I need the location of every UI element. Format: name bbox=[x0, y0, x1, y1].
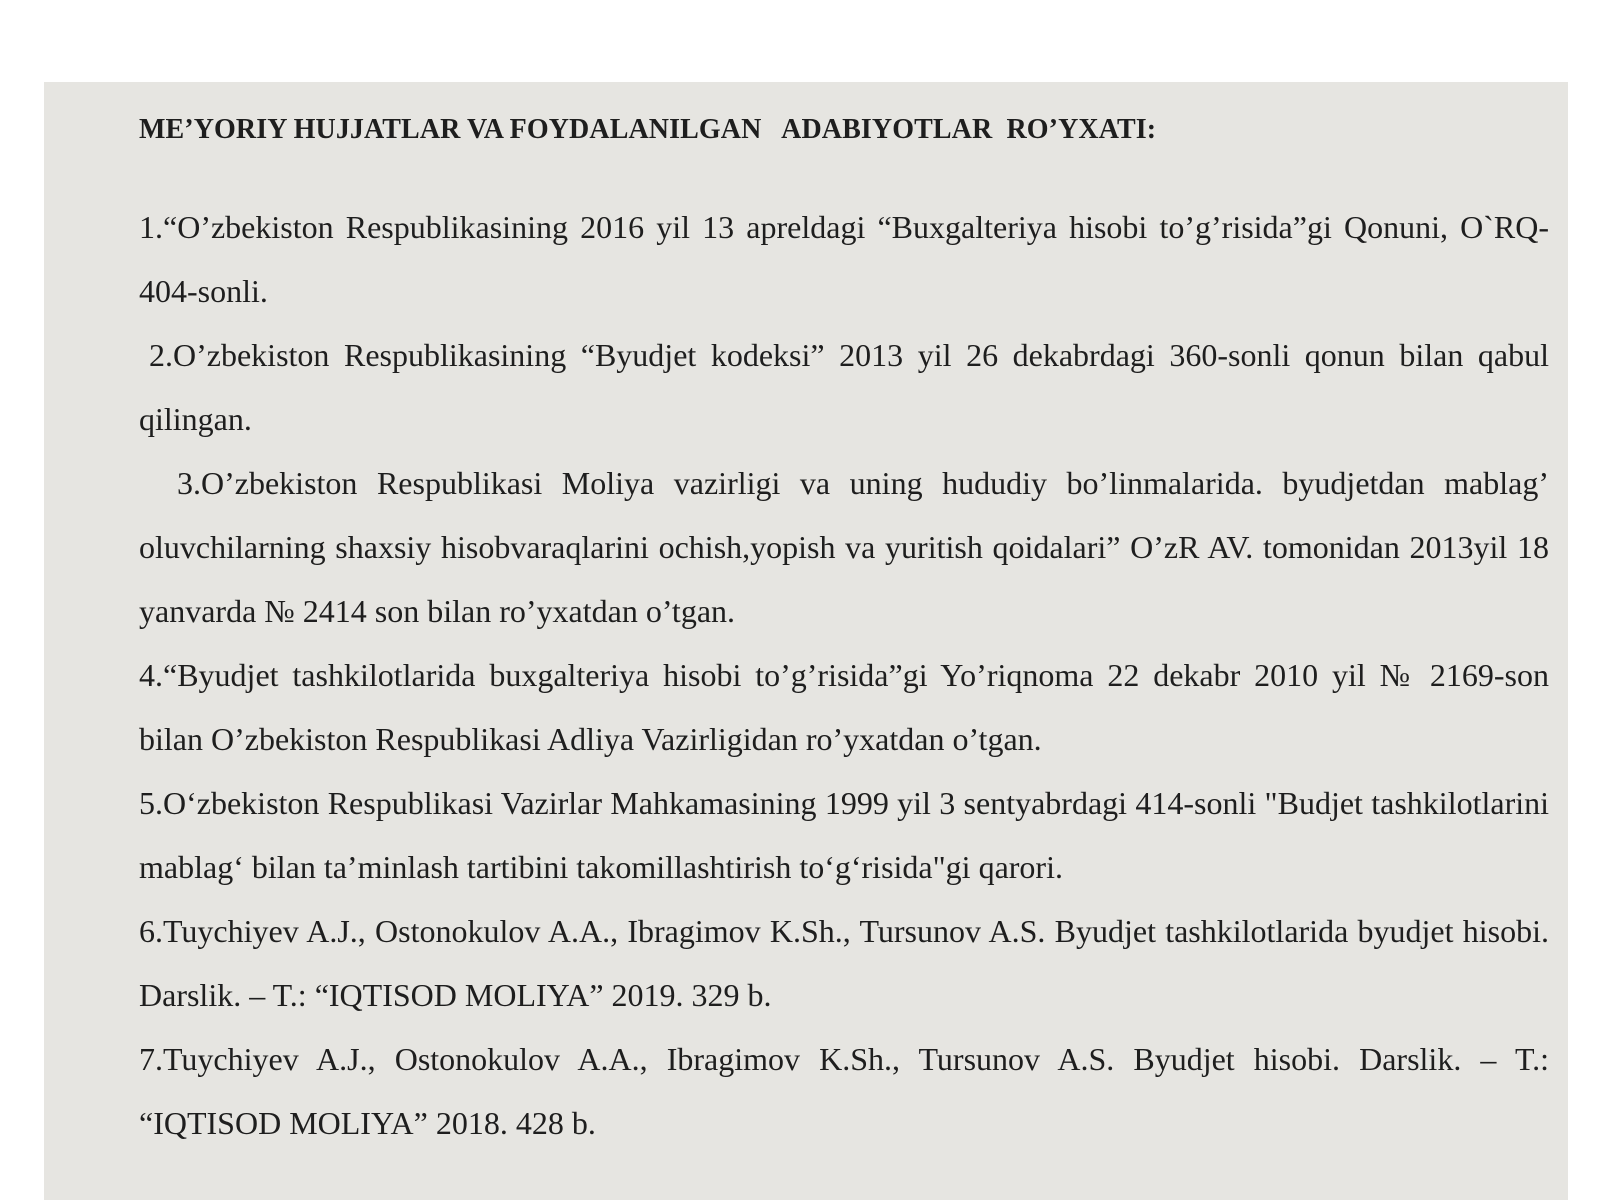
reference-item: 3.O’zbekiston Respublikasi Moliya vazirligi va uning hududiy bo’linmalarida. byudjetdan mablag’ oluvchilarning shaxsiy hisobvaraqlarini ochish,yopish va yuritish qoidalari” O’zR AV. tomonidan 2013yil 18 yanvarda № 2414 son bilan ro’yxatdan o’tgan. bbox=[139, 465, 1549, 629]
slide-content bbox=[139, 110, 1549, 1155]
reference-item: 1.“O’zbekiston Respublikasining 2016 yil 13 apreldagi “Buxgalteriya hisobi to’g’risida”gi Qonuni, O`RQ-404-sonli. bbox=[139, 209, 1549, 309]
reference-item: 7.Tuychiyev A.J., Ostonokulov A.A., Ibragimov K.Sh., Tursunov A.S. Byudjet hisobi. Darslik. – T.: “IQTISOD MOLIYA” 2018. 428 b. bbox=[139, 1041, 1549, 1141]
slide-background bbox=[44, 82, 1568, 1200]
reference-item: 4.“Byudjet tashkilotlarida buxgalteriya hisobi to’g’risida”gi Yo’riqnoma 22 dekabr 2010 yil № 2169-son bilan O’zbekiston Respublikasi Adliya Vazirligidan ro’yxatdan o’tgan. bbox=[139, 657, 1549, 757]
page-title: ME’YORIY HUJJATLAR VA FOYDALANILGAN ADABIYOTLAR RO’YXATI: bbox=[139, 114, 1157, 145]
reference-list bbox=[139, 195, 1549, 1155]
reference-item: 6.Tuychiyev A.J., Ostonokulov A.A., Ibragimov K.Sh., Tursunov A.S. Byudjet tashkilotlarida byudjet hisobi. Darslik. – T.: “IQTISOD MOLIYA” 2019. 329 b. bbox=[139, 913, 1549, 1013]
reference-item: 5.O‘zbekiston Respublikasi Vazirlar Mahkamasining 1999 yil 3 sentyabrdagi 414-sonli "Budjet tashkilotlarini mablag‘ bilan ta’minlash tartibini takomillashtirish to‘g‘risida"gi qarori. bbox=[139, 785, 1549, 885]
reference-item: 2.O’zbekiston Respublikasining “Byudjet kodeksi” 2013 yil 26 dekabrdagi 360-sonli qonun bilan qabul qilingan. bbox=[139, 337, 1549, 437]
